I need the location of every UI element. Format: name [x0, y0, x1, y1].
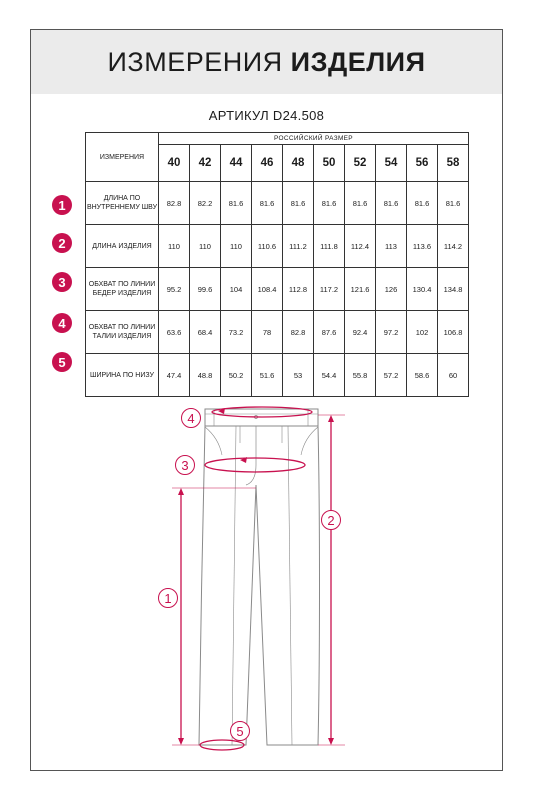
cell-value: 112.4	[345, 225, 376, 268]
measure-header: ИЗМЕРЕНИЯ	[86, 133, 159, 182]
cell-value: 106.8	[438, 311, 469, 354]
cell-value: 51.6	[252, 354, 283, 397]
cell-value: 134.8	[438, 268, 469, 311]
size-header: 54	[376, 145, 407, 182]
badge-5: 5	[52, 352, 72, 372]
size-header: 56	[407, 145, 438, 182]
hip-ellipse	[205, 458, 305, 472]
badge-1: 1	[52, 195, 72, 215]
size-table	[85, 132, 469, 397]
cell-value: 114.2	[438, 225, 469, 268]
cell-value: 60	[438, 354, 469, 397]
cell-value: 53	[283, 354, 314, 397]
cell-value: 87.6	[314, 311, 345, 354]
size-header: 52	[345, 145, 376, 182]
table-row	[86, 182, 469, 225]
marker-1: 1	[158, 588, 178, 608]
size-header: 46	[252, 145, 283, 182]
size-group-header: РОССИЙСКИЙ РАЗМЕР	[159, 133, 469, 145]
row-label: ДЛИНА ИЗДЕЛИЯ	[86, 225, 159, 268]
badge-3: 3	[52, 272, 72, 292]
size-header: 42	[190, 145, 221, 182]
badge-2: 2	[52, 233, 72, 253]
cell-value: 48.8	[190, 354, 221, 397]
length-arrow-top	[328, 415, 334, 422]
badge-4: 4	[52, 313, 72, 333]
size-header: 40	[159, 145, 190, 182]
inseam-arrow-bottom	[178, 738, 184, 745]
cell-value: 99.6	[190, 268, 221, 311]
cell-value: 92.4	[345, 311, 376, 354]
cell-value: 117.2	[314, 268, 345, 311]
cell-value: 110	[159, 225, 190, 268]
cell-value: 110.6	[252, 225, 283, 268]
length-arrow-bottom	[328, 738, 334, 745]
cell-value: 111.8	[314, 225, 345, 268]
row-label: ОБХВАТ ПО ЛИНИИ ТАЛИИ ИЗДЕЛИЯ	[86, 311, 159, 354]
row-label: ОБХВАТ ПО ЛИНИИ БЕДЕР ИЗДЕЛИЯ	[86, 268, 159, 311]
cell-value: 82.2	[190, 182, 221, 225]
cell-value: 54.4	[314, 354, 345, 397]
cell-value: 110	[221, 225, 252, 268]
row-label: ШИРИНА ПО НИЗУ	[86, 354, 159, 397]
cell-value: 110	[190, 225, 221, 268]
table-row	[86, 311, 469, 354]
cell-value: 81.6	[252, 182, 283, 225]
cell-value: 104	[221, 268, 252, 311]
row-label: ДЛИНА ПО ВНУТРЕННЕМУ ШВУ	[86, 182, 159, 225]
cell-value: 81.6	[345, 182, 376, 225]
cell-value: 81.6	[314, 182, 345, 225]
table-row	[86, 225, 469, 268]
marker-3: 3	[175, 455, 195, 475]
cell-value: 111.2	[283, 225, 314, 268]
size-header: 48	[283, 145, 314, 182]
cell-value: 130.4	[407, 268, 438, 311]
cell-value: 82.8	[283, 311, 314, 354]
cell-value: 82.8	[159, 182, 190, 225]
marker-2: 2	[321, 510, 341, 530]
cell-value: 81.6	[438, 182, 469, 225]
cell-value: 95.2	[159, 268, 190, 311]
cell-value: 108.4	[252, 268, 283, 311]
cell-value: 81.6	[221, 182, 252, 225]
cell-value: 78	[252, 311, 283, 354]
cell-value: 68.4	[190, 311, 221, 354]
page-title	[0, 30, 533, 94]
cell-value: 57.2	[376, 354, 407, 397]
title-light: ИЗМЕРЕНИЯ	[107, 46, 283, 77]
table-row	[86, 268, 469, 311]
cell-value: 47.4	[159, 354, 190, 397]
inseam-arrow-top	[178, 488, 184, 495]
size-header: 50	[314, 145, 345, 182]
marker-4: 4	[181, 408, 201, 428]
marker-5: 5	[230, 721, 250, 741]
cell-value: 81.6	[283, 182, 314, 225]
size-header: 58	[438, 145, 469, 182]
cell-value: 81.6	[407, 182, 438, 225]
cell-value: 126	[376, 268, 407, 311]
cell-value: 55.8	[345, 354, 376, 397]
cell-value: 113	[376, 225, 407, 268]
cell-value: 58.6	[407, 354, 438, 397]
table-row	[86, 354, 469, 397]
cell-value: 50.2	[221, 354, 252, 397]
size-header: 44	[221, 145, 252, 182]
cell-value: 121.6	[345, 268, 376, 311]
title-bold: ИЗДЕЛИЯ	[290, 46, 426, 77]
trousers-outline	[199, 409, 320, 745]
cell-value: 112.8	[283, 268, 314, 311]
trousers-drawing	[0, 395, 533, 765]
article-number: АРТИКУЛ D24.508	[208, 108, 325, 123]
cell-value: 102	[407, 311, 438, 354]
cell-value: 81.6	[376, 182, 407, 225]
cell-value: 63.6	[159, 311, 190, 354]
cell-value: 113.6	[407, 225, 438, 268]
cell-value: 97.2	[376, 311, 407, 354]
cell-value: 73.2	[221, 311, 252, 354]
